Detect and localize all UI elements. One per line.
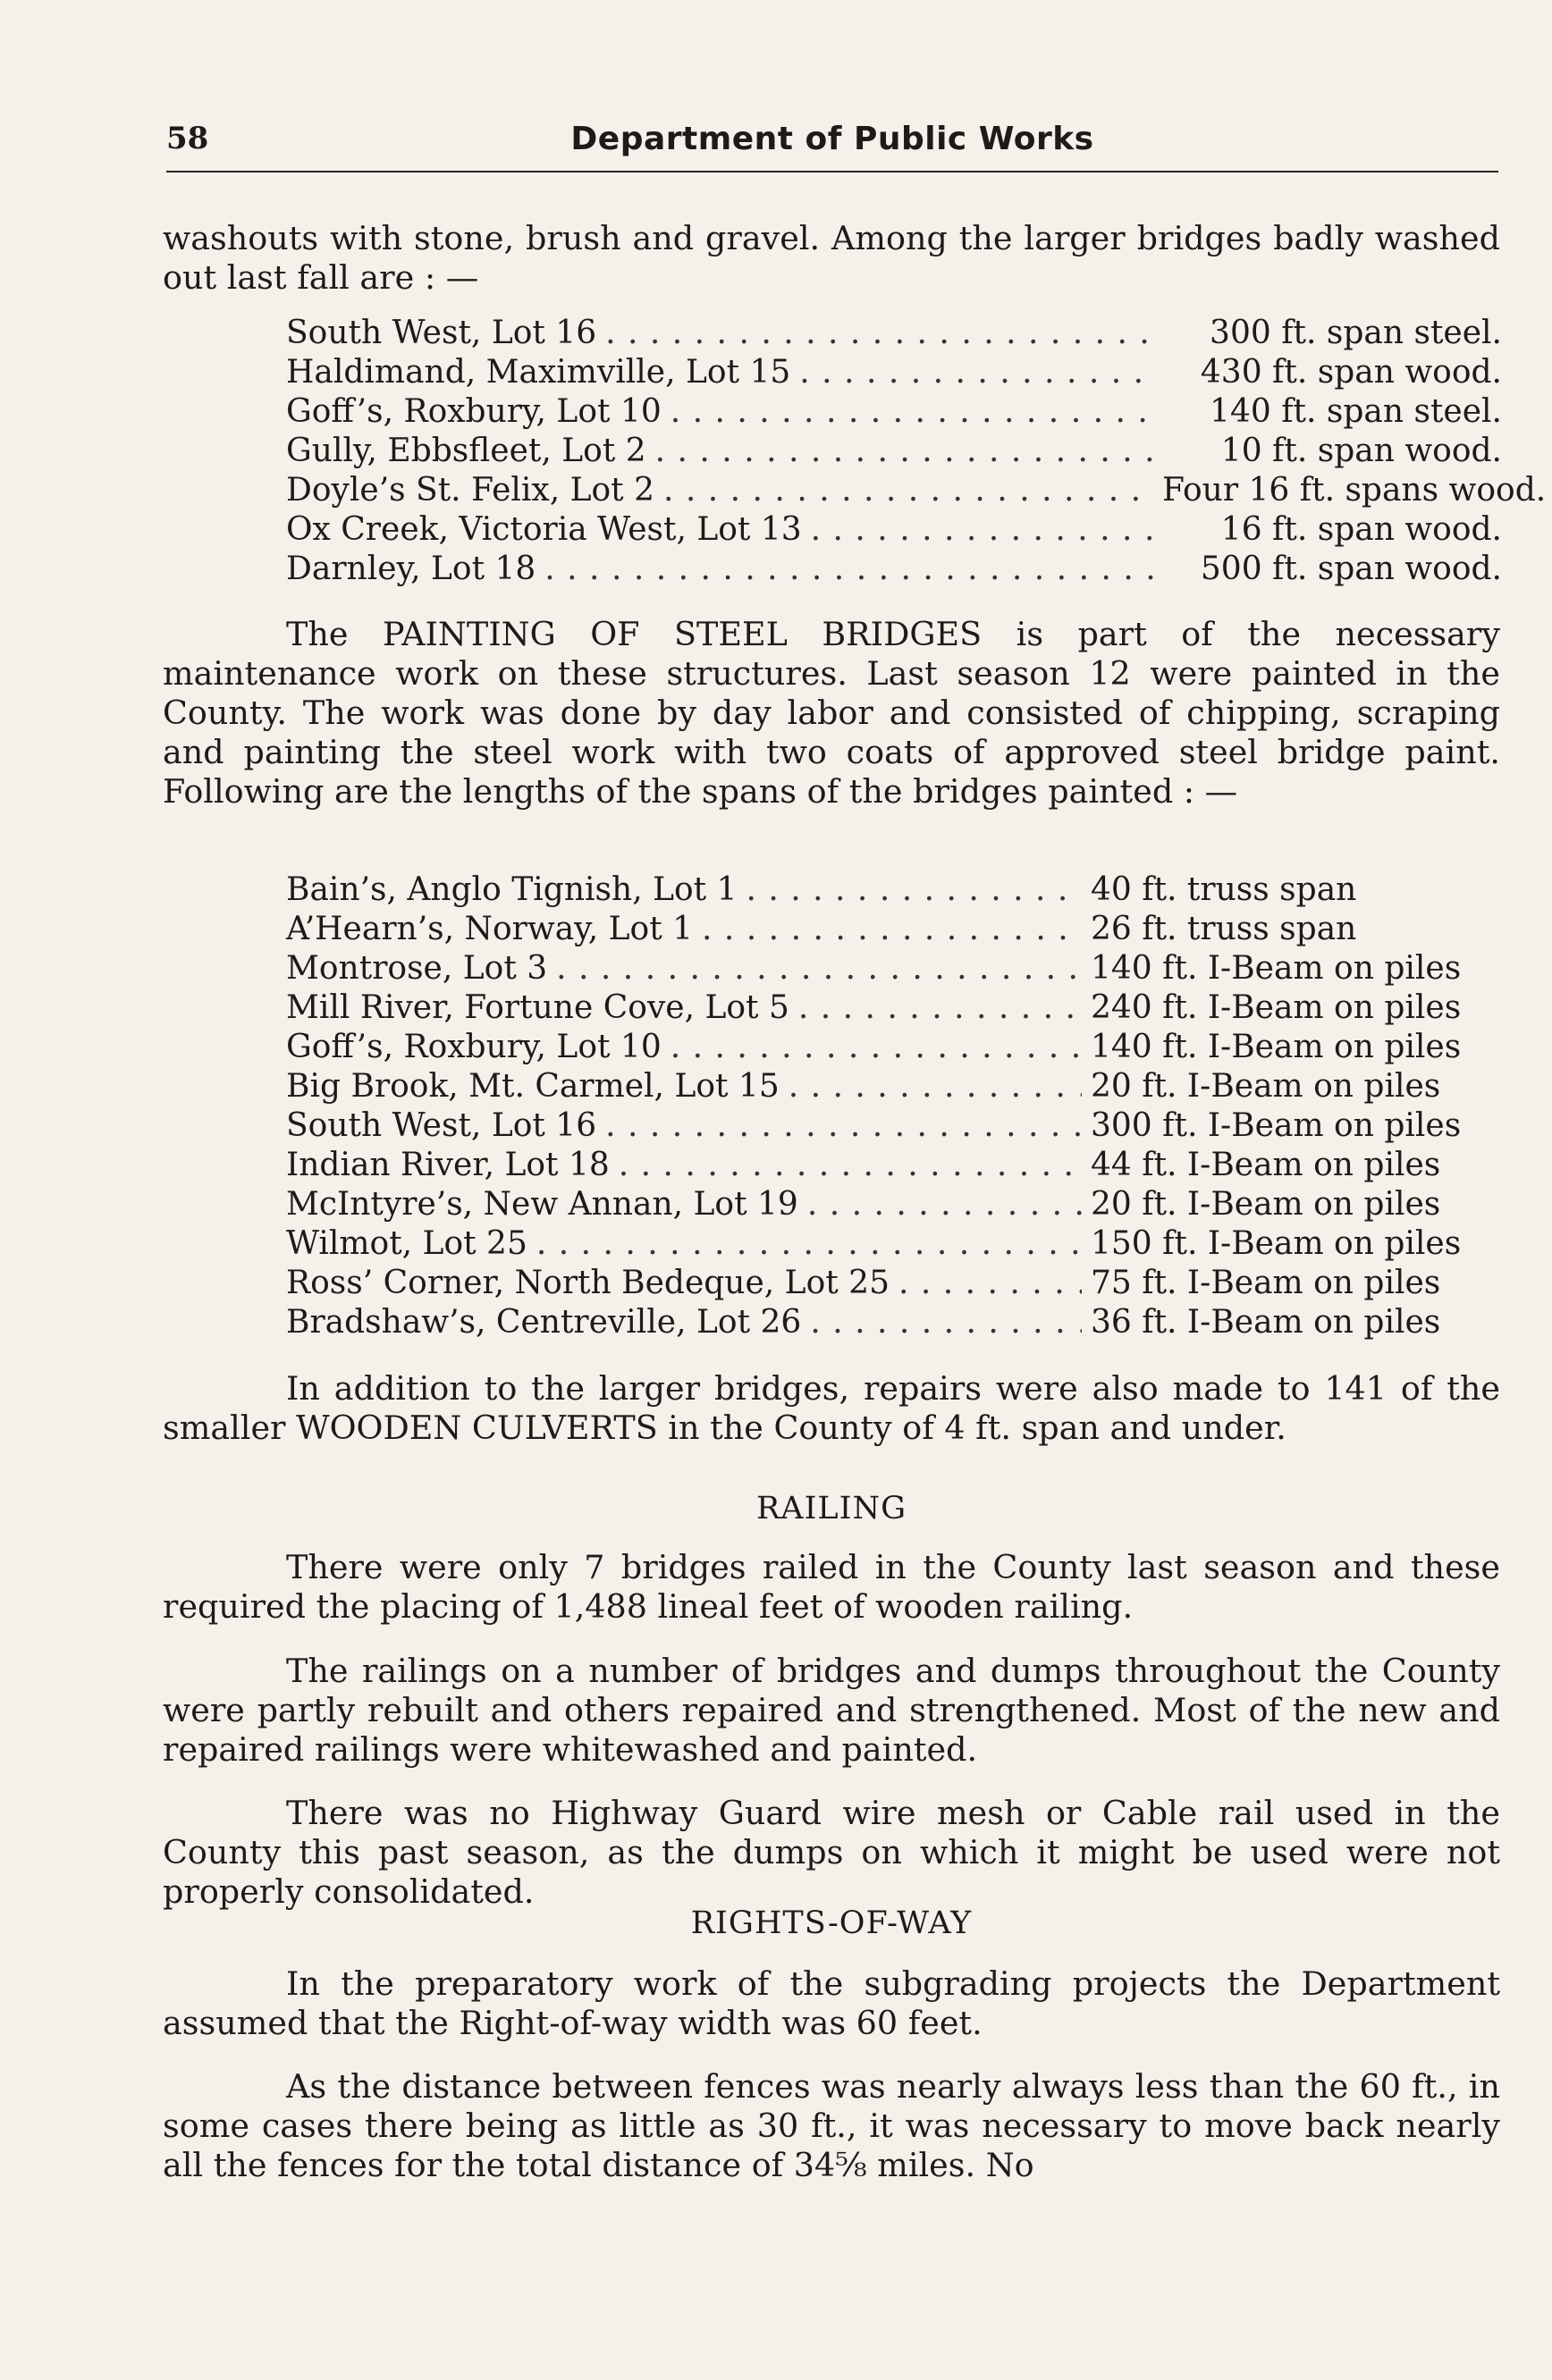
- list-item: Mill River, Fortune Cove, Lot 5 . . . 240 ft. I-Beam on piles: [286, 989, 1502, 1029]
- running-title: Department of Public Works: [570, 121, 1094, 157]
- rights-paragraph-2: As the distance between fences was nearly always less than the 60 ft., in some cases there being as little as 30 ft., it was necessary to move back nearly all the fences for the total distance of 34⅝ miles. No: [163, 2067, 1500, 2184]
- list-item: Big Brook, Mt. Carmel, Lot 15 . . . 20 ft. I-Beam on piles: [286, 1068, 1502, 1107]
- painting-paragraph: The PAINTING OF STEEL BRIDGES is part of the necessary maintenance work on these structures. Last season 12 were painted in the County. The work was done by day labor and consisted of chipping, scraping and painting the steel work with two coats of approved steel bridge paint. Following are the lengths of the spans of the bridges painted : —: [163, 615, 1500, 811]
- intro-paragraph: washouts with stone, brush and gravel. Among the larger bridges badly washed out last fall are : —: [163, 219, 1500, 297]
- page-number: 58: [166, 121, 209, 156]
- washed-bridges-list: [286, 315, 1547, 590]
- painted-bridges-list: [286, 871, 1502, 1343]
- list-item: Goff’s, Roxbury, Lot 10 . . . 140 ft. span steel.: [286, 393, 1502, 433]
- railing-paragraph-1: There were only 7 bridges railed in the County last season and these required the placing of 1,488 lineal feet of wooden railing.: [163, 1548, 1500, 1626]
- list-item: Indian River, Lot 18 . . . 44 ft. I-Beam on piles: [286, 1147, 1502, 1186]
- railing-paragraph-3: There was no Highway Guard wire mesh or Cable rail used in the County this past season, as the dumps on which it might be used were not properly consolidated.: [163, 1794, 1500, 1911]
- list-item: Gully, Ebbsfleet, Lot 2 . . . 10 ft. span wood.: [286, 433, 1502, 472]
- page-header: [166, 121, 1498, 172]
- list-item: Doyle’s St. Felix, Lot 2 . . . Four 16 ft. spans wood.: [286, 472, 1502, 511]
- rights-paragraph-1: In the preparatory work of the subgrading projects the Department assumed that the Right-of-way width was 60 feet.: [163, 1964, 1500, 2042]
- list-item: South West, Lot 16 . . . 300 ft. span steel.: [286, 315, 1502, 354]
- list-item: Montrose, Lot 3 . . . 140 ft. I-Beam on piles: [286, 950, 1502, 989]
- rights-of-way-heading: RIGHTS-OF-WAY: [690, 1905, 973, 1941]
- list-item: Bradshaw’s, Centreville, Lot 26 . . . 36 ft. I-Beam on piles: [286, 1304, 1502, 1343]
- culverts-paragraph: In addition to the larger bridges, repairs were also made to 141 of the smaller WOODEN CULVERTS in the County of 4 ft. span and under.: [163, 1369, 1500, 1447]
- list-item: Goff’s, Roxbury, Lot 10 . . . 140 ft. I-Beam on piles: [286, 1029, 1502, 1068]
- railing-heading: RAILING: [755, 1491, 907, 1526]
- list-item: Wilmot, Lot 25 . . . 150 ft. I-Beam on piles: [286, 1225, 1502, 1265]
- list-item: Ox Creek, Victoria West, Lot 13 . . . 16 ft. span wood.: [286, 511, 1502, 551]
- list-item: Haldimand, Maximville, Lot 15 . . . 430 ft. span wood.: [286, 354, 1502, 393]
- list-item: McIntyre’s, New Annan, Lot 19 . . . 20 ft. I-Beam on piles: [286, 1186, 1502, 1225]
- list-item: Bain’s, Anglo Tignish, Lot 1 . . . 40 ft. truss span: [286, 871, 1502, 911]
- list-item: Ross’ Corner, North Bedeque, Lot 25 . . . 75 ft. I-Beam on piles: [286, 1265, 1502, 1304]
- list-item: A’Hearn’s, Norway, Lot 1 . . . 26 ft. truss span: [286, 911, 1502, 950]
- list-item: Darnley, Lot 18 . . . 500 ft. span wood.: [286, 551, 1502, 590]
- railing-paragraph-2: The railings on a number of bridges and dumps throughout the County were partly rebuilt and others repaired and strengthened. Most of the new and repaired railings were whitewashed and painted.: [163, 1652, 1500, 1769]
- list-item: South West, Lot 16 . . . 300 ft. I-Beam on piles: [286, 1107, 1502, 1147]
